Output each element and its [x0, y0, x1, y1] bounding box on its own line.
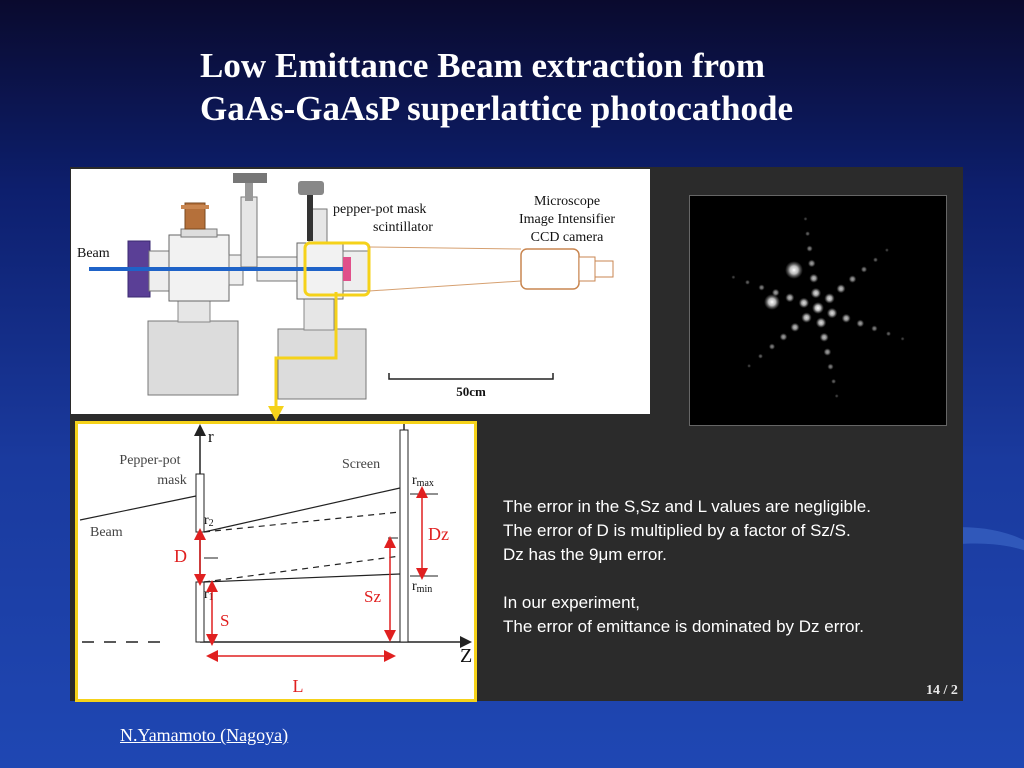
- apparatus-svg: [71, 169, 650, 414]
- scale-label: 50cm: [456, 384, 486, 399]
- camera-lens-1: [579, 257, 595, 281]
- beamlet-spot: [831, 379, 836, 384]
- note-gap: [503, 567, 958, 591]
- beamlet-spot-bright: [785, 261, 803, 279]
- sz-label: Sz: [364, 587, 381, 606]
- d-label: D: [174, 546, 187, 566]
- title-line-1: Low Emittance Beam extraction from: [200, 46, 766, 85]
- note-line-2: The error of D is multiplied by a factor of Sz/S.: [503, 521, 851, 540]
- beam-ray-lower: [204, 574, 400, 582]
- mask-upper: [196, 474, 204, 532]
- beamlet-spot-bright: [764, 294, 780, 310]
- mid-valve-stem: [245, 183, 253, 201]
- apparatus-beam-label: Beam: [77, 246, 110, 261]
- l-label: L: [292, 676, 304, 696]
- view-cone-top: [369, 247, 521, 249]
- slide-title: [200, 44, 960, 130]
- s-label: S: [220, 611, 230, 630]
- beamlet-spot: [886, 331, 891, 336]
- geometry-beam-label: Beam: [90, 525, 123, 540]
- beamlet-spots: [690, 196, 946, 425]
- beamlet-spot: [790, 323, 799, 332]
- beamlet-spot: [835, 394, 839, 398]
- beamlet-spot: [820, 333, 829, 342]
- beamlet-spot: [758, 284, 764, 290]
- page-number: 14 / 2: [926, 683, 958, 698]
- screen-plate: [400, 430, 408, 642]
- beamlet-spot: [804, 217, 808, 221]
- beamlet-spot: [836, 284, 845, 293]
- chamber-top-flange: [181, 229, 217, 237]
- beamlet-spot: [780, 333, 788, 341]
- geometry-svg: [78, 424, 474, 699]
- copper-fin: [181, 205, 209, 209]
- beamlet-spot: [827, 364, 833, 370]
- beamlet-spot: [856, 320, 864, 328]
- beamlet-spot: [808, 260, 816, 268]
- view-cone-bottom: [369, 281, 521, 291]
- pepperpot-label-2: mask: [157, 473, 187, 488]
- mid-valve: [241, 197, 257, 267]
- beamlet-spot-bright: [812, 302, 824, 314]
- connector-arrowhead: [268, 406, 284, 421]
- beam-ray-upper: [204, 488, 400, 532]
- scale-bar: [389, 373, 553, 379]
- beamlet-spot: [873, 257, 878, 262]
- screen-label: Screen: [342, 457, 381, 472]
- beamlet-spot: [758, 354, 763, 359]
- mid-valve-handle: [233, 173, 267, 183]
- incoming-beam: [80, 496, 196, 520]
- dz-label: Dz: [428, 524, 449, 544]
- beamlet-spot: [785, 293, 794, 302]
- beamlet-spot: [901, 337, 905, 341]
- camera-body: [521, 249, 579, 289]
- beamlet-spot: [747, 364, 751, 368]
- beamlet-spot: [871, 325, 877, 331]
- beamlet-spot: [745, 280, 750, 285]
- camera-label: CCD camera: [530, 230, 604, 245]
- r1-label: r1: [204, 587, 214, 603]
- rmax-label: rmax: [412, 473, 434, 489]
- beamlet-spot: [849, 275, 857, 283]
- beamlet-spot: [731, 275, 735, 279]
- r-axis-label: r: [208, 427, 214, 446]
- beamlet-spot: [827, 308, 838, 319]
- note-line-4: In our experiment,: [503, 593, 641, 612]
- beamlet-spot: [806, 245, 812, 251]
- mask-lower: [196, 582, 204, 642]
- beamlet-spot: [885, 248, 889, 252]
- beamlet-spot: [811, 288, 822, 299]
- beamlet-spot: [801, 312, 812, 323]
- pp-manipulator-knob: [298, 181, 324, 195]
- scintillator-label: scintillator: [373, 220, 433, 235]
- beamlet-spot: [842, 314, 851, 323]
- beamlet-spot: [809, 274, 818, 283]
- author-link[interactable]: N.Yamamoto (Nagoya): [120, 725, 289, 745]
- notes-text: [503, 495, 958, 639]
- note-line-5: The error of emittance is dominated by Dz error.: [503, 617, 864, 636]
- beamlet-spot: [816, 317, 827, 328]
- scintillator: [343, 257, 351, 281]
- pepperpot-label-1: Pepper-pot: [119, 453, 181, 468]
- note-line-3: Dz has the 9μm error.: [503, 545, 667, 564]
- pp-rod: [307, 195, 313, 241]
- camera-lens-2: [595, 261, 613, 277]
- beamlet-image: [689, 195, 947, 426]
- beam-ray-upper-dashed: [204, 512, 400, 532]
- rmin-label: rmin: [412, 579, 433, 595]
- geometry-diagram: [75, 421, 477, 702]
- beamlet-spot: [805, 231, 810, 236]
- beamlet-spot: [824, 293, 835, 304]
- connector-line: [276, 292, 336, 408]
- r2-label: r2: [204, 513, 214, 529]
- intensifier-label: Image Intensifier: [518, 212, 616, 227]
- beamlet-spot: [799, 298, 810, 309]
- beamlet-spot: [824, 348, 832, 356]
- mask-label: pepper-pot mask: [333, 202, 427, 217]
- left-stand: [148, 321, 238, 395]
- title-line-2: GaAs-GaAsP superlattice photocathode: [200, 89, 794, 128]
- beamlet-spot: [861, 266, 867, 272]
- connector-arrow: [260, 290, 350, 425]
- beamlet-spot: [769, 343, 775, 349]
- microscope-label: Microscope: [533, 194, 601, 209]
- apparatus-diagram: [71, 169, 650, 414]
- z-axis-label: Z: [460, 645, 473, 667]
- note-line-1: The error in the S,Sz and L values are negligible.: [503, 497, 871, 516]
